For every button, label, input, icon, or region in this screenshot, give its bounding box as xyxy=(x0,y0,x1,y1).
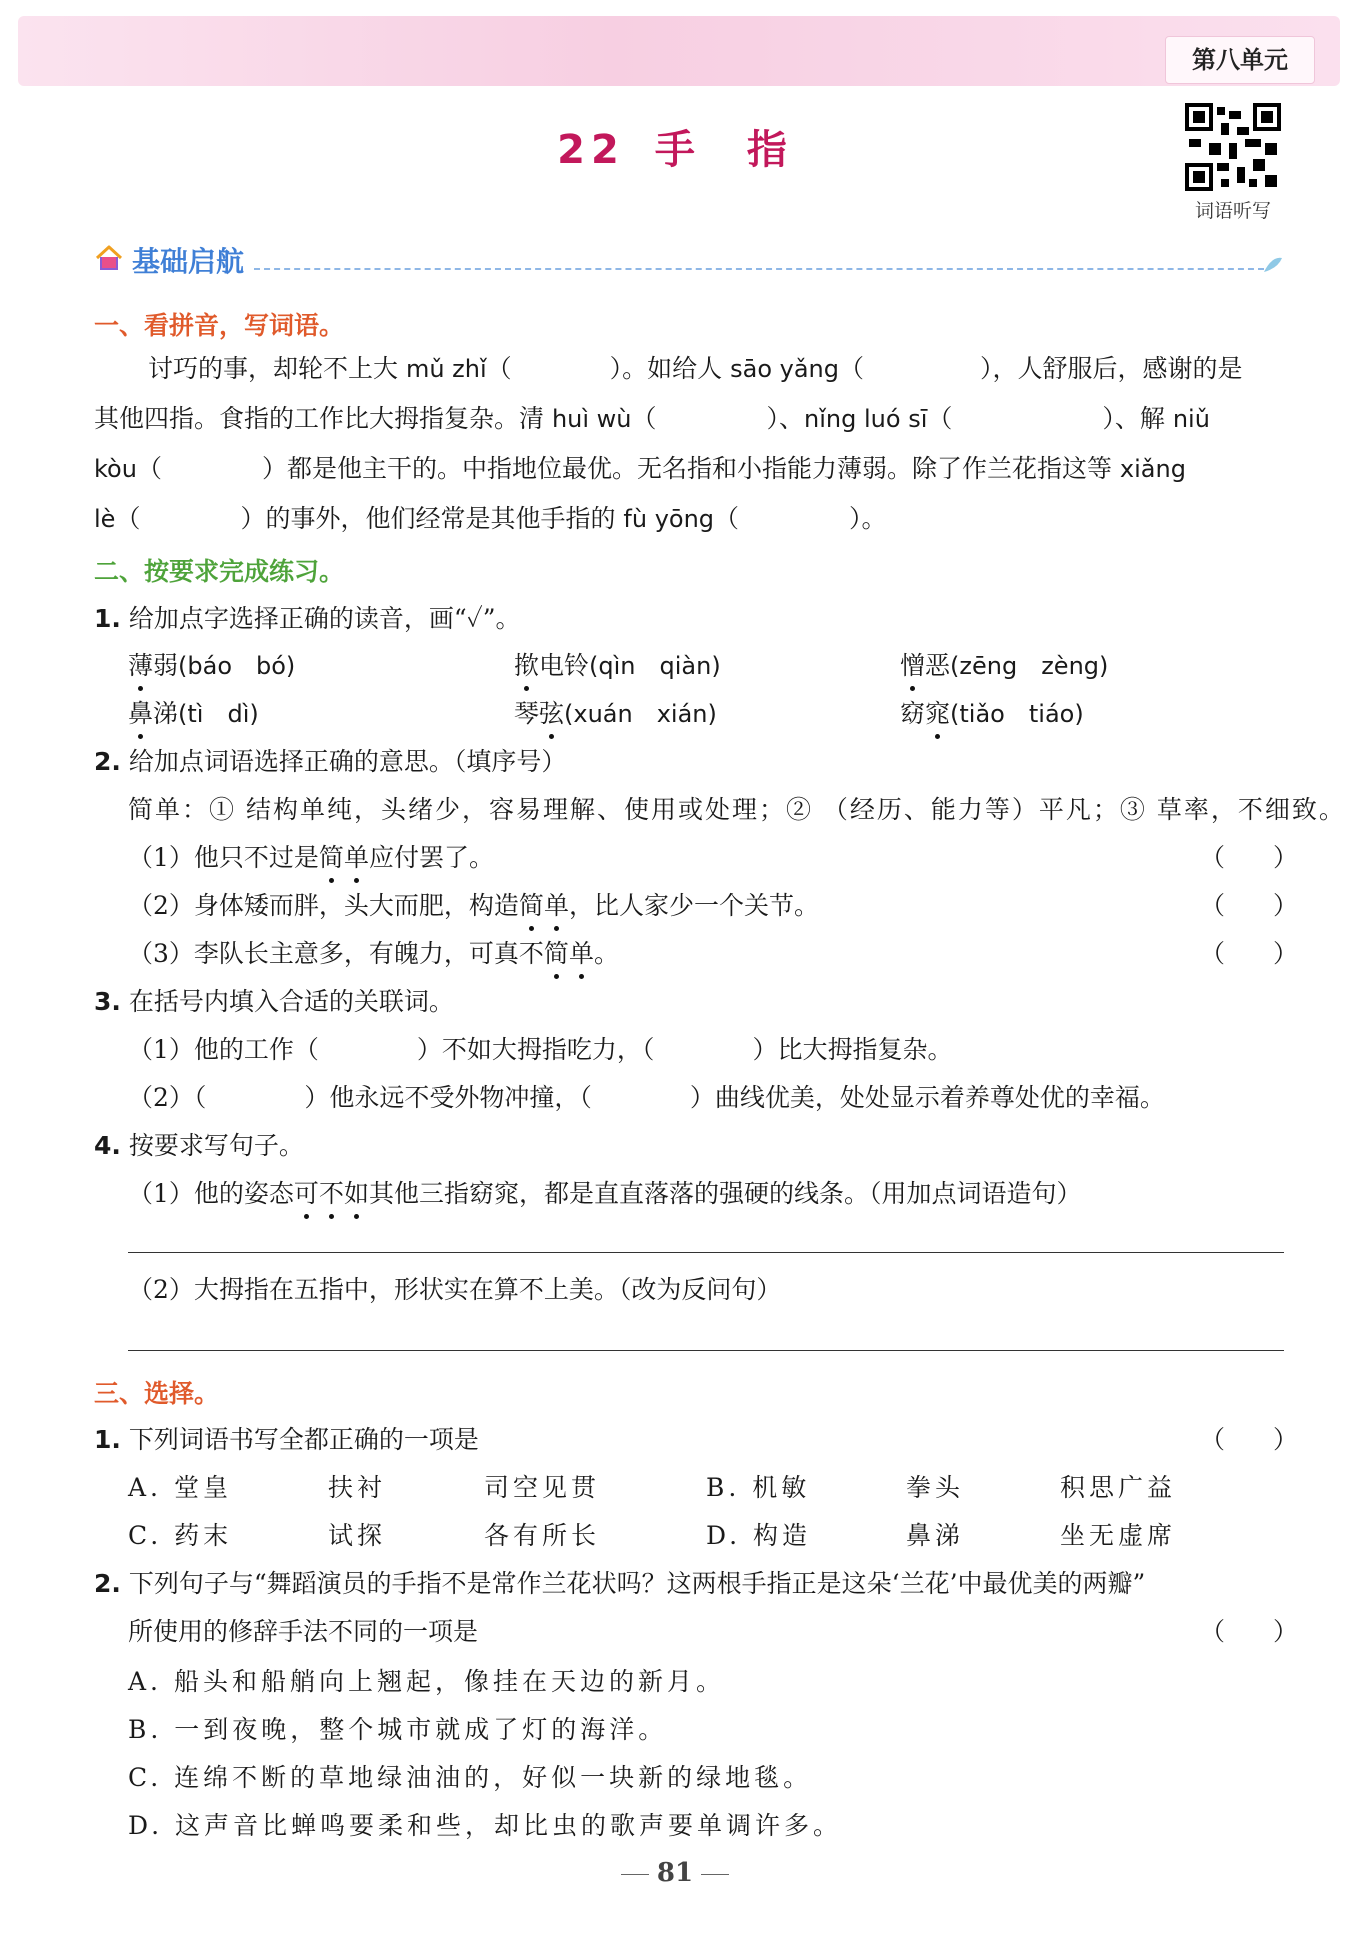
reading-item[interactable]: 琴弦(xuán xián) xyxy=(514,694,717,730)
reading-item[interactable]: 薄弱(báo bó) xyxy=(128,646,295,682)
dotted-word: 可不如 xyxy=(294,1179,369,1208)
pinyin: kòu xyxy=(94,455,137,483)
q4-line-2: （2）大拇指在五指中，形状实在算不上美。（改为反问句） xyxy=(128,1275,782,1304)
lesson-name: 手 指 xyxy=(654,127,793,173)
pinyin: xiǎng xyxy=(1119,455,1186,483)
header-band xyxy=(18,16,1340,86)
answer-paren[interactable]: （ ） xyxy=(1200,891,1299,920)
qr-caption: 词语听写 xyxy=(1194,200,1271,222)
dotted-word: 简单 xyxy=(319,843,369,872)
pinyin: nǐng luó sī xyxy=(804,405,928,433)
definition: 简单：① 结构单纯，头绪少，容易理解、使用或处理；② （经历、能力等）平凡；③ 草率，不细致。 xyxy=(128,795,1346,824)
lesson-title xyxy=(0,118,1350,175)
choice-q2-stem-cont: 所使用的修辞手法不同的一项是 xyxy=(128,1617,479,1646)
unit-label: 第八单元 xyxy=(1165,36,1315,84)
choice-q1-stem: 1. 下列词语书写全都正确的一项是 xyxy=(94,1425,479,1454)
reading-item[interactable]: 窈窕(tiǎo tiáo) xyxy=(900,694,1084,730)
section-divider xyxy=(254,268,1264,270)
pinyin: mǔ zhǐ xyxy=(405,355,487,383)
q3-line-2: （2）（ ）他永远不受外物冲撞，（ ）曲线优美，处处显示着养尊处优的幸福。 xyxy=(128,1083,1165,1112)
choice-option[interactable]: C. 连绵不断的草地绿油油的，好似一块新的绿地毯。 xyxy=(128,1763,813,1792)
part2-title: 二、按要求完成练习。 xyxy=(94,557,345,586)
leaf-icon xyxy=(1262,254,1284,276)
choice-option[interactable]: B. 一到夜晚，整个城市就成了灯的海洋。 xyxy=(128,1715,668,1744)
answer-paren[interactable]: （ ） xyxy=(1200,1617,1299,1646)
pinyin: sāo yǎng xyxy=(730,355,840,383)
dotted-word: 简单 xyxy=(544,939,594,968)
answer-line[interactable] xyxy=(128,1252,1284,1253)
q4-line-1: （1）他的姿态可不如其他三指窈窕，都是直直落落的强硬的线条。（用加点词语造句） xyxy=(128,1174,1081,1210)
q2-stem: 2. 给加点词语选择正确的意思。（填序号） xyxy=(94,747,567,776)
q2-sentence-2: （2）身体矮而胖，头大而肥，构造简单，比人家少一个关节。 xyxy=(128,886,819,922)
pinyin: lè xyxy=(94,505,116,533)
choice-word: 积思广益 xyxy=(1060,1473,1177,1502)
choice-option[interactable]: D. 这声音比蝉鸣要柔和些，却比虫的歌声要单调许多。 xyxy=(128,1811,843,1840)
choice-option[interactable]: C. 药末 xyxy=(128,1521,233,1550)
page-number: 81 xyxy=(0,1858,1350,1888)
choice-word: 拳头 xyxy=(906,1473,965,1502)
answer-line[interactable] xyxy=(128,1350,1284,1351)
pinyin: fù yōng xyxy=(623,505,715,533)
choice-option[interactable]: A. 船头和船艄向上翘起，像挂在天边的新月。 xyxy=(128,1667,725,1696)
choice-option[interactable]: B. 机敏 xyxy=(706,1473,811,1502)
reading-item[interactable]: 鼻涕(tì dì) xyxy=(128,694,259,730)
answer-paren[interactable]: （ ） xyxy=(1200,843,1299,872)
home-icon xyxy=(94,244,124,272)
choice-option[interactable]: D. 构造 xyxy=(706,1521,812,1550)
q2-sentence-3: （3）李队长主意多，有魄力，可真不简单。 xyxy=(128,934,619,970)
q4-stem: 4. 按要求写句子。 xyxy=(94,1131,304,1160)
q3-stem: 3. 在括号内填入合适的关联词。 xyxy=(94,987,454,1016)
reading-item[interactable]: 憎恶(zēng zèng) xyxy=(900,646,1108,682)
choice-word: 坐无虚席 xyxy=(1060,1521,1177,1550)
part3-title: 三、选择。 xyxy=(94,1379,220,1408)
choice-word: 试探 xyxy=(328,1521,387,1550)
pinyin: niǔ xyxy=(1172,405,1210,433)
choice-word: 扶衬 xyxy=(328,1473,387,1502)
answer-paren[interactable]: （ ） xyxy=(1200,1425,1299,1454)
choice-q2-stem: 2. 下列句子与“舞蹈演员的手指不是常作兰花状吗？这两根手指正是这朵‘兰花’中最优美的两瓣” xyxy=(94,1569,1146,1598)
choice-word: 鼻涕 xyxy=(906,1521,965,1550)
pinyin: huì wù xyxy=(551,405,632,433)
q2-sentence-1: （1）他只不过是简单应付罢了。 xyxy=(128,838,494,874)
section-label: 基础启航 xyxy=(132,245,245,278)
dotted-word: 简单 xyxy=(519,891,569,920)
lesson-number: 22 xyxy=(557,127,625,173)
q1-stem: 1. 给加点字选择正确的读音，画“✓”。 xyxy=(94,604,521,633)
choice-word: 各有所长 xyxy=(484,1521,601,1550)
choice-option[interactable]: A. 堂皇 xyxy=(128,1473,232,1502)
part1-title: 一、看拼音，写词语。 xyxy=(94,311,345,340)
section-header xyxy=(94,240,1284,276)
answer-paren[interactable]: （ ） xyxy=(1200,939,1299,968)
part1-paragraph: 讨巧的事，却轮不上大 mǔ zhǐ（ ）。如给人 sāo yǎng（ ），人舒服后，感谢的是 其他四指。食指的工作比大拇指复杂。清 huì wù（ ）、nǐng luó sī（ ）、解 niǔ kòu（ ）都是他主干的。中指地位最优。无名指和小指能力薄弱。除了作兰花指这等 xiǎng lè（ ）的事外，他们经常是其他手指的 fù yōng（ ）。 xyxy=(94,354,1243,533)
q3-line-1: （1）他的工作（ ）不如大拇指吃力，（ ）比大拇指复杂。 xyxy=(128,1035,953,1064)
choice-word: 司空见贯 xyxy=(484,1473,601,1502)
reading-item[interactable]: 揿电铃(qìn qiàn) xyxy=(514,646,721,682)
qr-code-icon[interactable] xyxy=(1185,102,1281,192)
